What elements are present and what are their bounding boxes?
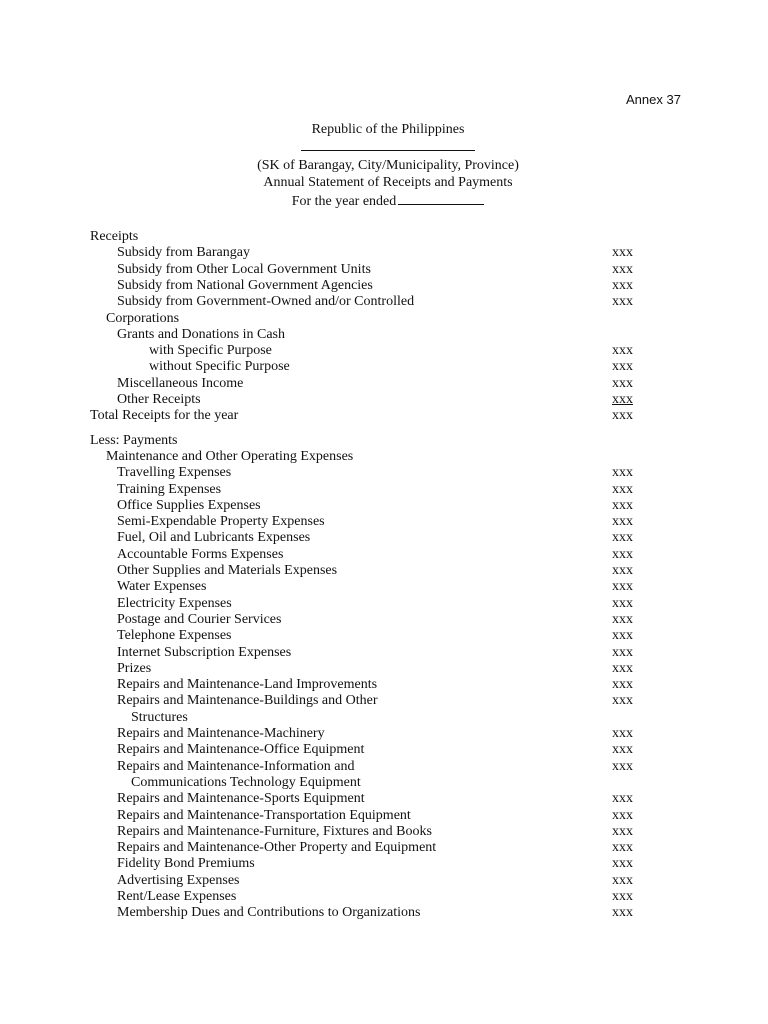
- row-label: Total Receipts for the year: [90, 408, 239, 424]
- row-label: Repairs and Maintenance-Buildings and Other: [117, 693, 378, 709]
- row-amount: xxx: [612, 823, 633, 839]
- row-amount: xxx: [612, 726, 633, 741]
- row-label: Miscellaneous Income: [117, 375, 244, 391]
- row-label: Semi-Expendable Property Expenses: [117, 514, 325, 530]
- row-label: Subsidy from National Government Agencies: [117, 277, 373, 293]
- statement-row: [0, 433, 768, 449]
- row-label: Less: Payments: [90, 432, 178, 448]
- statement-row: [0, 759, 768, 775]
- row-label: Repairs and Maintenance-Transportation Equipment: [117, 807, 411, 823]
- row-label: Membership Dues and Contributions to Organizations: [117, 905, 421, 921]
- row-label: Repairs and Maintenance-Information and: [117, 758, 355, 774]
- row-label: Training Expenses: [117, 481, 222, 497]
- row-amount: xxx: [612, 840, 633, 856]
- row-label: Subsidy from Other Local Government Units: [117, 261, 371, 277]
- statement-row: [0, 359, 768, 375]
- statement-row: [0, 278, 768, 294]
- row-amount: xxx: [612, 530, 633, 546]
- row-label: Repairs and Maintenance-Other Property and Equipment: [117, 840, 437, 856]
- statement-row: [0, 311, 768, 327]
- row-amount: xxx: [612, 677, 633, 693]
- statement-row: [0, 563, 768, 579]
- statement-row: [0, 343, 768, 359]
- row-amount: xxx: [612, 595, 633, 611]
- statement-row: [0, 498, 768, 514]
- statement-row: [0, 710, 768, 726]
- row-amount: xxx: [612, 758, 633, 774]
- row-amount: xxx: [612, 693, 633, 709]
- row-label: Fidelity Bond Premiums: [117, 856, 255, 872]
- row-label: Subsidy from Government-Owned and/or Controlled: [117, 294, 415, 310]
- row-label: Internet Subscription Expenses: [117, 644, 292, 660]
- statement-row: [0, 791, 768, 807]
- statement-row: [0, 677, 768, 693]
- statement-row: [0, 294, 768, 310]
- header-year-ended-label: For the year ended: [291, 193, 397, 209]
- row-amount: xxx: [612, 481, 633, 497]
- statement-row: [0, 693, 768, 709]
- row-label: Electricity Expenses: [117, 595, 232, 611]
- row-amount: xxx: [612, 807, 633, 823]
- row-amount: xxx: [612, 392, 633, 407]
- row-label: Advertising Expenses: [117, 872, 240, 888]
- row-amount: xxx: [612, 563, 633, 578]
- row-amount: xxx: [612, 611, 633, 627]
- row-label: Receipts: [90, 229, 139, 244]
- statement-row: [0, 824, 768, 840]
- row-label: Grants and Donations in Cash: [117, 326, 285, 342]
- statement-row: [0, 726, 768, 742]
- row-amount: xxx: [612, 343, 633, 359]
- statement-row: [0, 856, 768, 872]
- statement-row: [0, 408, 768, 424]
- statement-row: [0, 889, 768, 905]
- row-amount: xxx: [612, 872, 633, 888]
- row-amount: xxx: [612, 261, 633, 277]
- row-label: Structures: [131, 709, 188, 725]
- statement-row: [0, 742, 768, 758]
- row-amount: xxx: [612, 514, 633, 530]
- row-label: Telephone Expenses: [117, 628, 232, 644]
- row-label: Travelling Expenses: [117, 465, 232, 481]
- statement-row: [0, 245, 768, 261]
- statement-row: [0, 840, 768, 856]
- header-statement-title: Annual Statement of Receipts and Payments: [263, 175, 513, 190]
- row-amount: xxx: [612, 644, 633, 660]
- statement-row: [0, 579, 768, 595]
- row-amount: xxx: [612, 408, 633, 424]
- row-amount: xxx: [612, 889, 633, 904]
- row-label: Repairs and Maintenance-Furniture, Fixtures and Books: [117, 823, 432, 839]
- row-amount: xxx: [612, 277, 633, 293]
- row-amount: xxx: [612, 497, 633, 513]
- statement-row: [0, 645, 768, 661]
- statement-row: [0, 514, 768, 530]
- row-label: Accountable Forms Expenses: [117, 546, 284, 562]
- statement-row: [0, 449, 768, 465]
- row-label: without Specific Purpose: [149, 359, 290, 375]
- row-label: Other Supplies and Materials Expenses: [117, 563, 338, 578]
- header-republic: Republic of the Philippines: [311, 122, 465, 137]
- row-amount: xxx: [612, 579, 633, 595]
- row-amount: xxx: [612, 546, 633, 562]
- row-amount: xxx: [612, 742, 633, 758]
- row-label: Corporations: [106, 310, 180, 326]
- row-amount: xxx: [612, 245, 633, 261]
- statement-row: [0, 376, 768, 392]
- statement-row: [0, 612, 768, 628]
- statement-row: [0, 775, 768, 791]
- row-amount: xxx: [612, 791, 633, 807]
- row-label: Fuel, Oil and Lubricants Expenses: [117, 530, 311, 546]
- row-amount: xxx: [612, 628, 633, 644]
- row-amount: xxx: [612, 294, 633, 310]
- statement-row: [0, 262, 768, 278]
- statement-row: [0, 661, 768, 677]
- row-label: Communications Technology Equipment: [131, 774, 361, 790]
- row-amount: xxx: [612, 856, 633, 872]
- statement-row: [0, 530, 768, 546]
- row-amount: xxx: [612, 359, 633, 375]
- statement-row: [0, 808, 768, 824]
- annex-label: Annex 37: [626, 92, 681, 107]
- row-label: with Specific Purpose: [149, 343, 272, 359]
- row-label: Repairs and Maintenance-Sports Equipment: [117, 791, 365, 807]
- row-label: Rent/Lease Expenses: [117, 889, 237, 904]
- row-label: Subsidy from Barangay: [117, 245, 250, 261]
- statement-row: [0, 905, 768, 921]
- statement-row: [0, 229, 768, 245]
- statement-row: [0, 547, 768, 563]
- row-amount: xxx: [612, 465, 633, 481]
- row-label: Other Receipts: [117, 392, 201, 407]
- statement-row: [0, 465, 768, 481]
- statement-row: [0, 596, 768, 612]
- row-label: Prizes: [117, 660, 152, 676]
- row-label: Repairs and Maintenance-Machinery: [117, 726, 325, 741]
- row-amount: xxx: [612, 375, 633, 391]
- row-label: Postage and Courier Services: [117, 611, 282, 627]
- row-label: Office Supplies Expenses: [117, 497, 261, 513]
- row-label: Repairs and Maintenance-Office Equipment: [117, 742, 365, 758]
- statement-row: [0, 392, 768, 408]
- row-amount: xxx: [612, 905, 633, 921]
- row-amount: xxx: [612, 660, 633, 676]
- row-label: Maintenance and Other Operating Expenses: [106, 448, 354, 464]
- statement-row: [0, 873, 768, 889]
- statement-row: [0, 628, 768, 644]
- header-sk-entity: (SK of Barangay, City/Municipality, Province): [257, 157, 519, 173]
- statement-row: [0, 327, 768, 343]
- row-label: Repairs and Maintenance-Land Improvements: [117, 677, 378, 693]
- row-label: Water Expenses: [117, 579, 207, 595]
- statement-row: [0, 482, 768, 498]
